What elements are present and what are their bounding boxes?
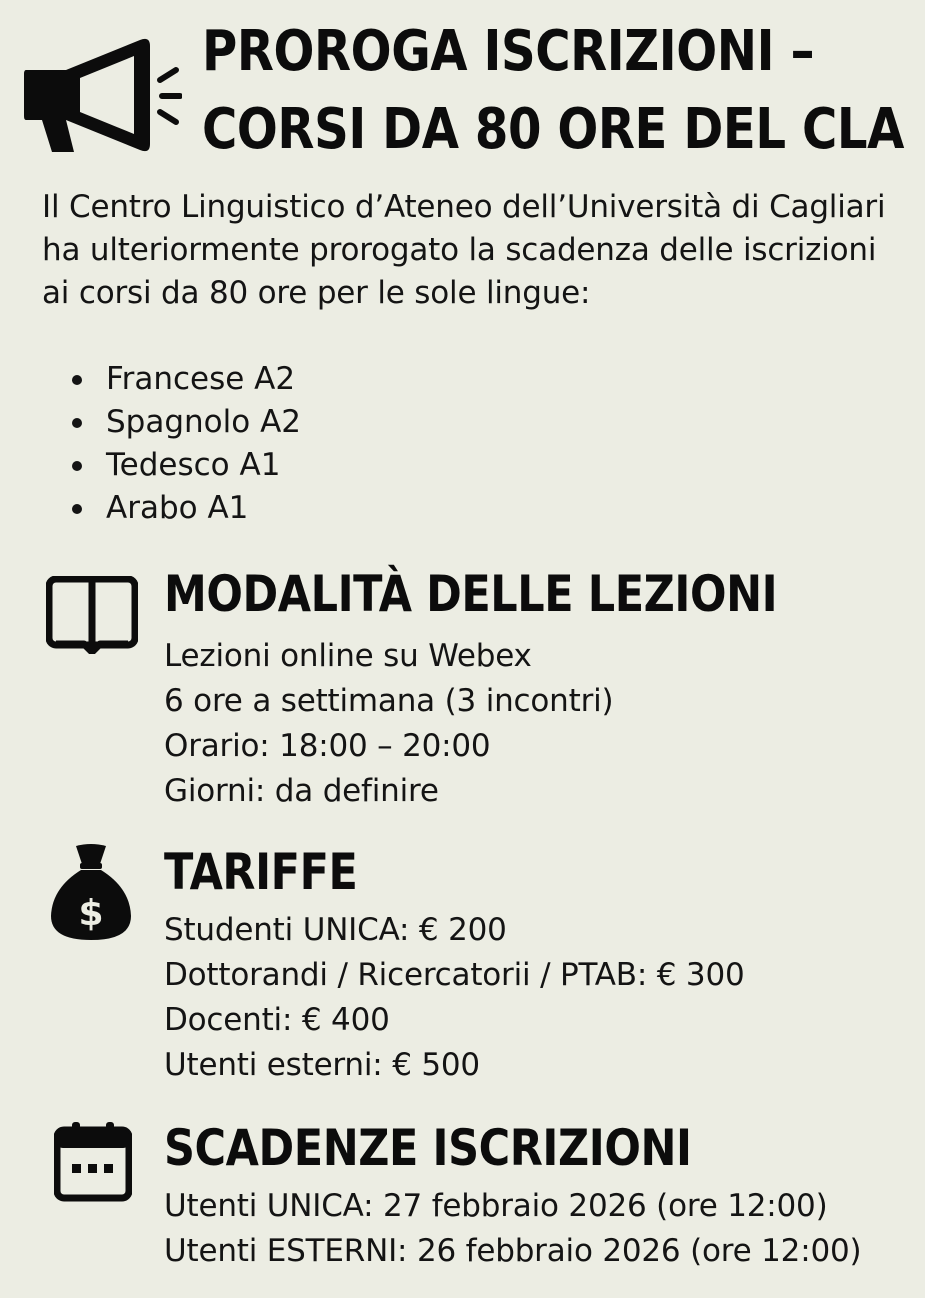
title-line-2: CORSI DA 80 ORE DEL CLA (202, 97, 904, 162)
bullet-icon (72, 418, 82, 428)
intro-paragraph: Il Centro Linguistico d’Ateneo dell’Università di Cagliari ha ulteriormente prorogato la scadenza delle iscrizioni ai corsi da 80 ore per le sole lingue: (42, 189, 886, 311)
open-book-icon (46, 576, 138, 654)
modalita-details (164, 634, 613, 814)
title-line-1: PROROGA ISCRIZIONI – (202, 19, 815, 84)
price-line: Dottorandi / Ricercatorii / PTAB: € 300 (164, 957, 745, 993)
language-label: Arabo A1 (106, 490, 249, 526)
scadenze-details (164, 1184, 861, 1274)
detail-line: Lezioni online su Webex (164, 638, 532, 674)
currency-symbol: $ (78, 893, 104, 934)
language-label: Spagnolo A2 (106, 404, 302, 440)
bullet-icon (72, 504, 82, 514)
list-item (70, 487, 301, 530)
list-item (70, 401, 301, 444)
tariffe-details (164, 908, 745, 1088)
deadline-line: Utenti UNICA: 27 febbraio 2026 (ore 12:00) (164, 1188, 828, 1224)
detail-line: Giorni: da definire (164, 773, 439, 809)
money-bag-icon (48, 842, 134, 942)
megaphone-icon (22, 36, 182, 156)
language-label: Tedesco A1 (106, 447, 281, 483)
modalita-heading: MODALITÀ DELLE LEZIONI (164, 565, 778, 623)
detail-line: 6 ore a settimana (3 incontri) (164, 683, 614, 719)
price-line: Studenti UNICA: € 200 (164, 912, 507, 948)
list-item (70, 358, 301, 401)
price-line: Docenti: € 400 (164, 1002, 390, 1038)
deadline-line: Utenti ESTERNI: 26 febbraio 2026 (ore 12:00) (164, 1233, 862, 1269)
languages-list (70, 358, 301, 530)
language-label: Francese A2 (106, 361, 296, 397)
list-item (70, 444, 301, 487)
calendar-icon (54, 1120, 132, 1202)
bullet-icon (72, 375, 82, 385)
price-line: Utenti esterni: € 500 (164, 1047, 480, 1083)
detail-line: Orario: 18:00 – 20:00 (164, 728, 491, 764)
bullet-icon (72, 461, 82, 471)
scadenze-heading: SCADENZE ISCRIZIONI (164, 1119, 692, 1177)
tariffe-heading: TARIFFE (164, 843, 358, 901)
